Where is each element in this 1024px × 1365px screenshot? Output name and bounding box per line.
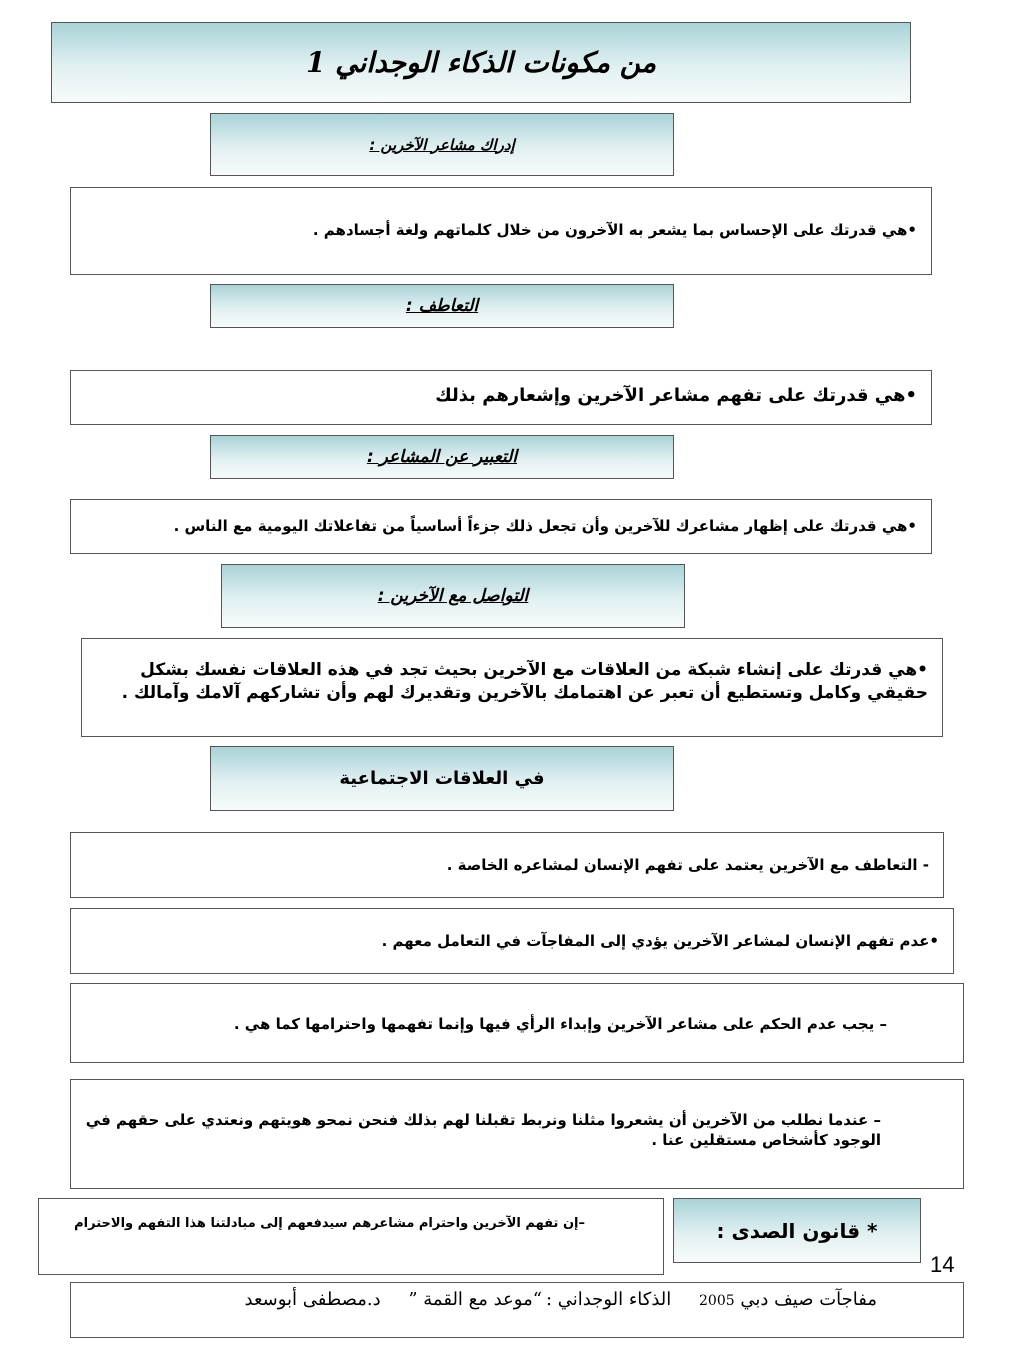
section-heading-perceiving-others: إدراك مشاعر الآخرين : [210, 113, 674, 176]
echo-law-text: –إن تفهم الآخرين واحترام مشاعرهم سيدفعهم إلى مبادلتنا هذا التفهم والاحترام [74, 1216, 585, 1231]
social-point: •عدم تفهم الإنسان لمشاعر الآخرين يؤدي إلى المفاجآت في التعامل معهم . [381, 932, 939, 950]
footer-line [245, 1289, 877, 1310]
section-text: •هي قدرتك على تفهم مشاعر الآخرين وإشعارهم بذلك [435, 385, 917, 406]
echo-law-text-box [38, 1198, 664, 1275]
section-heading-communication: التواصل مع الآخرين : [221, 564, 685, 628]
social-point-box [70, 983, 964, 1063]
section-text-box-perceiving-others [70, 187, 932, 275]
social-point-box [70, 908, 954, 974]
section-text-box-empathy [70, 370, 932, 425]
section-text: •هي قدرتك على إظهار مشاعرك للآخرين وأن تجعل ذلك جزءاً أساسياً من تفاعلاتك اليومية مع الناس . [173, 517, 917, 535]
section-heading-empathy: التعاطف : [210, 284, 674, 328]
footer-book-subtitle: “موعد مع القمة ” [408, 1289, 542, 1310]
footer-event: مفاجآت صيف دبي [740, 1289, 877, 1310]
section-heading-expressing-feelings: التعبير عن المشاعر : [210, 435, 674, 479]
section-text: •هي قدرتك على الإحساس بما يشعر به الآخرون من خلال كلماتهم ولغة أجسادهم . [312, 221, 917, 239]
social-point: - التعاطف مع الآخرين يعتمد على تفهم الإنسان لمشاعره الخاصة . [446, 856, 929, 874]
footer-box [70, 1282, 964, 1338]
social-point-box [70, 832, 944, 898]
echo-law-label: * قانون الصدى : [716, 1218, 878, 1243]
section-text: •هي قدرتك على إنشاء شبكة من العلاقات مع الآخرين بحيث تجد في هذه العلاقات نفسك بشكل حقيقي وكامل وتستطيع أن تعبر عن اهتمامك بالآخرين وتقديرك لهم وأن تشاركهم آلامك وآمالك . [121, 660, 928, 703]
social-point: – عندما نطلب من الآخرين أن يشعروا مثلنا ونربط تقبلنا لهم بذلك فنحن نمحو هويتهم ونعتدي على حقهم في الوجود كأشخاص مستقلين عنا . [85, 1111, 881, 1150]
social-point-box [70, 1079, 964, 1189]
footer-author: د.مصطفى أبوسعد [244, 1289, 381, 1310]
footer-book-title: الذكاء الوجداني : [545, 1289, 672, 1310]
section-text-box-expressing-feelings [70, 499, 932, 554]
echo-law-label-box [673, 1198, 921, 1263]
social-relations-heading: في العلاقات الاجتماعية [210, 746, 674, 811]
page-title: من مكونات الذكاء الوجداني 1 [305, 46, 657, 79]
section-text-box-communication [81, 638, 943, 737]
social-point: – يجب عدم الحكم على مشاعر الآخرين وإبداء الرأي فيها وإنما تفهمها واحترامها كما هي . [233, 1015, 887, 1033]
page-number: 14 [930, 1252, 955, 1277]
footer-year: 2005 [699, 1293, 735, 1309]
title-box [51, 22, 911, 103]
